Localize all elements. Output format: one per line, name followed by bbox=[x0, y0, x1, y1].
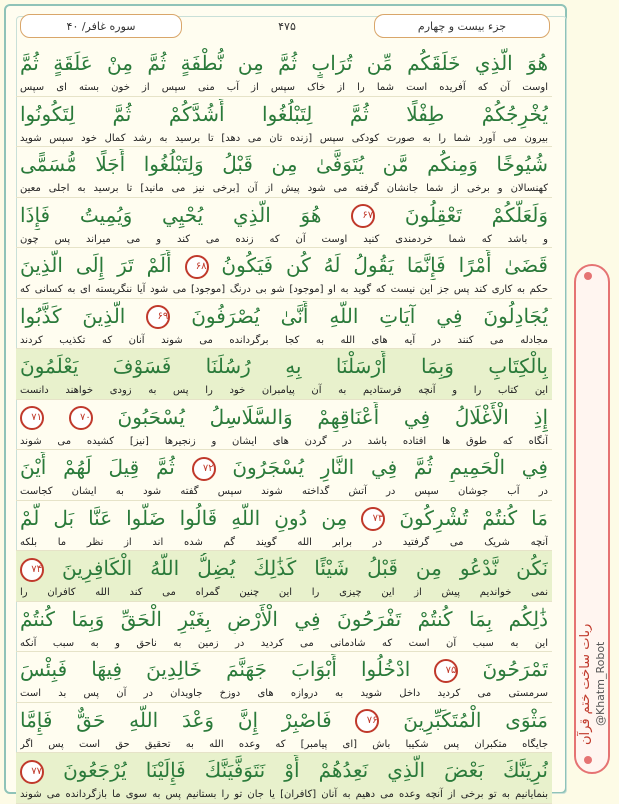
persian-translation: در آب جوشان سپس در آتش گداخته شوند سپس گفته شود به ایشان کجاست bbox=[20, 486, 548, 497]
ayah-number-marker: ۶۸ bbox=[185, 255, 209, 279]
arabic-segment: ادْخُلُوا أَبْوَابَ جَهَنَّمَ خَالِدِينَ فِيهَا فَبِئْسَ bbox=[20, 657, 411, 681]
verse-line bbox=[16, 198, 552, 249]
ayah-number-marker: ۷۴ bbox=[20, 558, 44, 582]
arabic-text bbox=[20, 200, 548, 230]
persian-translation: بیرون می آورد شما را به صورت کودکی سپس [زنده تان می دهد] تا برسید به رشد کمال خود سپس شوید bbox=[20, 132, 548, 144]
arabic-text bbox=[20, 402, 548, 432]
ayah-number-marker: ۷۵ bbox=[434, 659, 458, 683]
arabic-segment: وَلَعَلَّكُمْ تَعْقِلُونَ bbox=[404, 202, 548, 227]
persian-translation: جایگاه متکبران پس شکیبا باش [ای پیامبر] که وعده الله به تحقیق حق است پس اگر bbox=[20, 738, 548, 750]
arabic-text bbox=[20, 250, 548, 280]
arabic-segment: مَثْوَى الْمُتَكَبِّرِينَ bbox=[403, 707, 548, 732]
ayah-number-marker: ۷۰ bbox=[69, 406, 93, 430]
arabic-text bbox=[20, 301, 548, 331]
juz-label: جزء بیست و چهارم bbox=[374, 14, 550, 38]
persian-translation: حکم به کاری کند پس جز این نیست که گوید به او [موجود] شو بی درنگ [موجود] می شود آیا ننگریسته ای به کسانی که bbox=[20, 284, 548, 295]
verse-line bbox=[16, 97, 552, 148]
page-number: ۴۷۵ bbox=[278, 19, 296, 33]
arabic-segment: هُوَ الَّذِي خَلَقَكُم مِّن تُرَابٍ ثُمَّ مِن نُّطْفَةٍ ثُمَّ مِنْ عَلَقَةٍ ثُمَّ bbox=[20, 51, 548, 75]
arabic-text bbox=[20, 149, 548, 179]
arabic-text bbox=[20, 503, 548, 533]
arabic-segment: فَاصْبِرْ إِنَّ وَعْدَ اللَّهِ حَقٌّ فَإِمَّا bbox=[20, 707, 332, 732]
arabic-text bbox=[20, 99, 548, 129]
verse-line bbox=[16, 46, 552, 97]
arabic-segment: ثُمَّ قِيلَ لَهُمْ أَيْنَ bbox=[20, 455, 175, 479]
arabic-text bbox=[20, 755, 548, 785]
arabic-segment: يُجَادِلُونَ فِي آيَاتِ اللَّهِ أَنَّىٰ يُصْرَفُونَ bbox=[191, 303, 548, 328]
arabic-segment: هُوَ الَّذِي يُحْيِي وَيُمِيتُ فَإِذَا bbox=[20, 202, 322, 227]
arabic-segment: تَمْرَحُونَ bbox=[482, 657, 548, 681]
verse-line bbox=[16, 551, 552, 602]
verse-line bbox=[16, 602, 552, 653]
arabic-segment: فِي الْحَمِيمِ ثُمَّ فِي النَّارِ يُسْجَرُونَ bbox=[232, 455, 548, 479]
arabic-segment: مَا كُنتُمْ تُشْرِكُونَ bbox=[399, 505, 548, 530]
verse-line bbox=[16, 248, 552, 299]
verse-line bbox=[16, 652, 552, 703]
persian-translation: اوست آن که آفریده است شما را از خاک سپس از آب منی سپس از خون بسته ای سپس bbox=[20, 82, 548, 93]
verse-line bbox=[16, 501, 552, 552]
bot-title: ربات ساخت ختم قرآن bbox=[578, 623, 593, 745]
persian-translation: بنمایانیم به تو برخی از آنچه وعده می دهیم به آنان [کافران] یا جان تو را بستانیم پس به سوی ما بازگردانده می شوند bbox=[20, 789, 548, 800]
persian-translation: مجادله می کنند در آیه های الله به کجا برگردانده می شوند آنان که تکذیب کردند bbox=[20, 334, 548, 346]
arabic-segment: إِذِ الْأَغْلَالُ فِي أَعْنَاقِهِمْ وَالسَّلَاسِلُ يُسْحَبُونَ bbox=[117, 404, 548, 429]
persian-translation: آنگاه که طوق ها افتاده باشد در گردن های ایشان و زنجیرها [نیز] کشیده می شوند bbox=[20, 435, 548, 447]
ayah-number-marker: ۷۲ bbox=[192, 457, 216, 481]
arabic-segment: يُخْرِجُكُمْ طِفْلًا ثُمَّ لِتَبْلُغُوا أَشُدَّكُمْ ثُمَّ لِتَكُونُوا bbox=[20, 101, 548, 126]
verse-line bbox=[16, 147, 552, 198]
persian-translation: نمی خواندیم پیش از این چیزی را این چنین گمراه می کند الله کافران را bbox=[20, 587, 548, 598]
arabic-segment: نُرِيَنَّكَ بَعْضَ الَّذِي نَعِدُهُمْ أَوْ نَتَوَفَّيَنَّكَ فَإِلَيْنَا يُرْجَعُونَ bbox=[63, 758, 548, 782]
arabic-text bbox=[20, 351, 548, 381]
ayah-number-marker: ۷۶ bbox=[355, 709, 379, 733]
ornament-dot bbox=[584, 272, 592, 280]
arabic-segment: ذَٰلِكُم بِمَا كُنتُمْ تَفْرَحُونَ فِي الْأَرْضِ بِغَيْرِ الْحَقِّ وَبِمَا كُنتُمْ bbox=[20, 606, 548, 631]
arabic-segment: شُيُوخًا وَمِنكُم مَّن يُتَوَفَّىٰ مِن قَبْلُ وَلِتَبْلُغُوا أَجَلًا مُّسَمًّى bbox=[20, 152, 548, 176]
verse-line bbox=[16, 703, 552, 754]
arabic-text bbox=[20, 553, 548, 583]
ayah-number-marker: ۷۷ bbox=[20, 760, 44, 784]
verse-line bbox=[16, 349, 552, 400]
persian-translation: آنچه شریک می گرفتید در برابر الله گویند گم شده اند از نظر ما بلکه bbox=[20, 536, 548, 548]
arabic-text bbox=[20, 452, 548, 482]
persian-translation: سرمستی می کردید داخل شوید به دروازه های دوزخ جاویدان در آن پس بد است bbox=[20, 688, 548, 699]
verse-line bbox=[16, 299, 552, 350]
surah-label: سوره غافر/ ۴۰ bbox=[20, 14, 182, 38]
persian-translation: این به سبب آن است که شادمانی می کردید در زمین به ناحق و به سبب آنکه bbox=[20, 637, 548, 649]
ayah-number-marker: ۶۷ bbox=[351, 204, 375, 228]
verse-line bbox=[16, 753, 552, 804]
arabic-text bbox=[20, 48, 548, 78]
arabic-text bbox=[20, 705, 548, 735]
verse-line bbox=[16, 400, 552, 451]
arabic-text bbox=[20, 654, 548, 684]
arabic-segment: أَلَمْ تَرَ إِلَى الَّذِينَ bbox=[20, 253, 172, 277]
ayah-number-marker: ۷۳ bbox=[361, 507, 385, 531]
arabic-segment: الَّذِينَ كَذَّبُوا bbox=[20, 303, 126, 328]
ayah-number-marker: ۷۱ bbox=[20, 406, 44, 430]
arabic-segment: نَكُن نَّدْعُو مِن قَبْلُ شَيْئًا كَذَٰلِكَ يُضِلُّ اللَّهُ الْكَافِرِينَ bbox=[62, 556, 548, 580]
persian-translation: و باشد که شما خردمندی کنید اوست آن که زنده می کند و می میراند پس چون bbox=[20, 233, 548, 245]
arabic-segment: بِالْكِتَابِ وَبِمَا أَرْسَلْنَا بِهِ رُسُلَنَا فَسَوْفَ يَعْلَمُونَ bbox=[20, 354, 548, 378]
ayah-number-marker: ۶۹ bbox=[146, 305, 170, 329]
arabic-segment: قَضَىٰ أَمْرًا فَإِنَّمَا يَقُولُ لَهُ كُن فَيَكُونُ bbox=[221, 253, 548, 277]
persian-translation: این کتاب را و آنچه فرستادیم به آن پیامبران خود را پس به زودی خواهند دانست bbox=[20, 385, 548, 396]
bot-handle[interactable]: @Khatm_Robot bbox=[594, 641, 607, 727]
verse-line bbox=[16, 450, 552, 501]
arabic-segment: مِن دُونِ اللَّهِ قَالُوا ضَلُّوا عَنَّا بَل لَّمْ bbox=[20, 505, 348, 530]
persian-translation: کهنسالان و برخی از شما جانشان گرفته می شود پیش از آن [برخی نیز می مانید] تا برسید به اجلی معین bbox=[20, 183, 548, 194]
arabic-text bbox=[20, 604, 548, 634]
sidebar bbox=[570, 4, 615, 794]
